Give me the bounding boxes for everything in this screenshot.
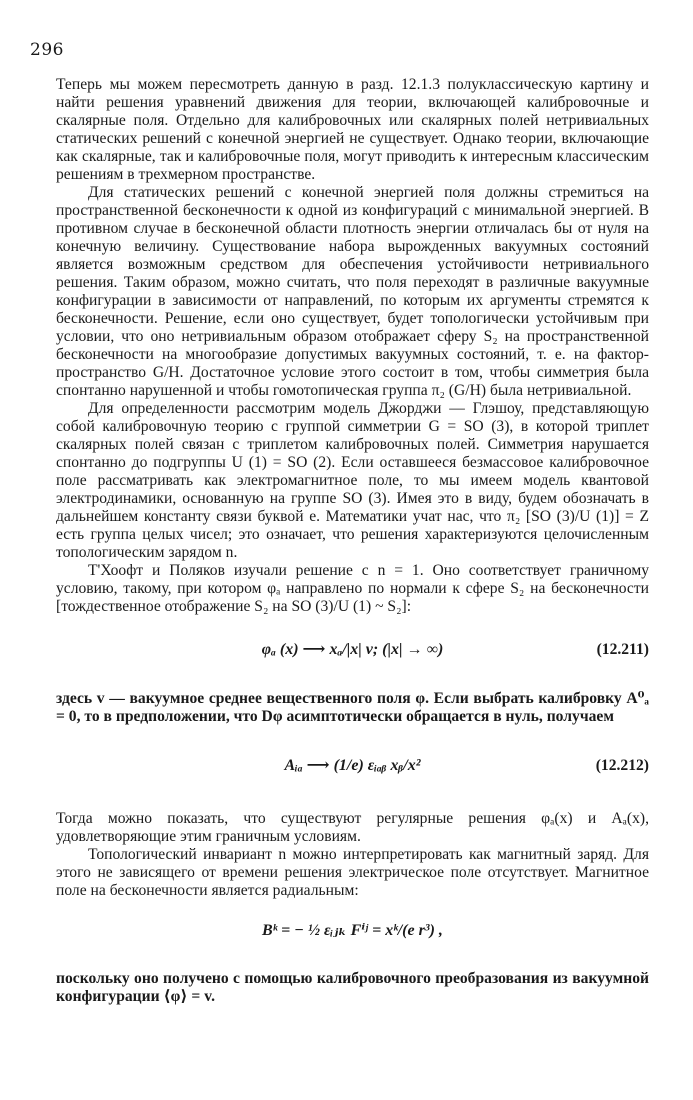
equation-12-212-number: (12.212) — [595, 757, 649, 774]
equation-12-211 — [56, 624, 649, 676]
paragraph-8: поскольку оно получено с помощью калибровочного преобразования из вакуумной конфигурации ⟨φ⟩ = v. — [56, 970, 649, 1005]
equation-magnetic-field — [56, 902, 649, 960]
paragraph-6: Тогда можно показать, что существуют регулярные решения φₐ(x) и Aₐ(x), удовлетворяющие этим граничным условиям. — [56, 810, 649, 845]
paragraph-1: Теперь мы можем пересмотреть данную в разд. 12.1.3 полуклассическую картину и найти решения уравнений движения для теории, включающей калибровочные и скалярные поля. Отдельно для калибровочных или скалярных полей нетривиальных статических решений с конечной энергией не существует. Однако теории, включающие как скалярные, так и калибровочные поля, могут приводить к интересным классическим решениям в трехмерном пространстве. — [56, 76, 649, 183]
paragraph-5: здесь v — вакуумное среднее вещественного поля φ. Если выбрать калибровку A⁰ₐ = 0, то в предположении, что Dφ асимптотически обращается в нуль, получаем — [56, 690, 649, 725]
paragraph-7: Топологический инвариант n можно интерпретировать как магнитный заряд. Для этого не зависящего от времени решения электрическое поле отсутствует. Магнитное поле на бесконечности является радиальным: — [56, 846, 649, 899]
paragraph-4: Т'Хоофт и Поляков изучали решение с n = 1. Оно соответствует граничному условию, такому, при котором φₐ направлено по нормали к сфере S₂ на бесконечности [тождественное отображение S₂ на SO (3)/U (1) ~ S₂]: — [56, 562, 649, 615]
equation-12-212 — [56, 736, 649, 796]
equation-12-211-number: (12.211) — [596, 641, 649, 658]
equation-magnetic-field-formula: Bᵏ = − ½ εᵢⱼₖ Fⁱʲ = xᵏ/(e r³) , — [262, 922, 443, 939]
page-number: 296 — [30, 40, 64, 60]
page-body — [56, 76, 649, 1006]
paragraph-3: Для определенности рассмотрим модель Джорджи — Глэшоу, представляющую собой калибровочную теорию с группой симметрии G = SO (3), в которой триплет скалярных полей связан с триплетом калибровочных полей. Симметрия нарушается спонтанно до подгруппы U (1) = SO (2). Если оставшееся безмассовое калибровочное поле рассматривать как электромагнитное поле, то мы имеем модель квантовой электродинамики, основанную на группе SO (3). Имея это в виду, будем обозначать в дальнейшем константу связи буквой e. Математики учат нас, что π₂ [SO (3)/U (1)] = Z есть группа целых чисел; это означает, что решения характеризуются целочисленным топологическим зарядом n. — [56, 400, 649, 561]
paragraph-2: Для статических решений с конечной энергией поля должны стремиться на пространственной бесконечности к одной из конфигураций с минимальной энергией. В противном случае в бесконечной области плотность энергии отличалась бы от нуля на конечную величину. Существование набора вырожденных вакуумных состояний является возможным средством для обеспечения устойчивости нетривиального решения. Таким образом, можно считать, что поля переходят в различные вакуумные конфигурации в зависимости от направлений, по которым их аргументы стремятся к бесконечности. Решение, если оно существует, будет топологически устойчивым при условии, что оно нетривиальным образом отображает сферу S₂ на пространственной бесконечности на многообразие допустимых вакуумных состояний, т. е. на фактор-пространство G/H. Достаточное условие этого состоит в том, чтобы симметрия была спонтанно нарушенной и чтобы гомотопическая группа π₂ (G/H) была нетривиальной. — [56, 184, 649, 399]
equation-12-212-formula: Aᵢₐ ⟶ (1/e) εᵢₐᵦ xᵦ/x² — [284, 757, 421, 774]
equation-12-211-formula: φₐ (x) ⟶ xₐ/|x| v; (|x| → ∞) — [261, 641, 444, 658]
